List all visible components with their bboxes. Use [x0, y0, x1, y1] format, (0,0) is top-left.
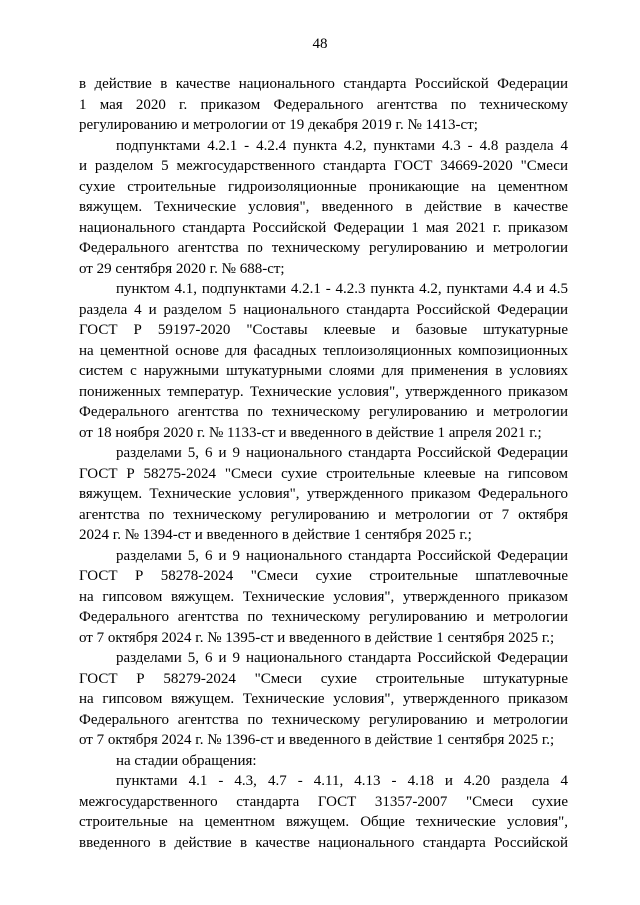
text-line: разделами 5, 6 и 9 национального стандарта Российской Федерации — [116, 547, 568, 564]
text-line: в действие в качестве национального стандарта Российской Федерации — [79, 76, 568, 92]
body-text — [79, 74, 568, 853]
text-line: разделами 5, 6 и 9 национального стандарта Российской Федерации — [116, 445, 568, 461]
text-line: ГОСТ Р 59197-2020 "Составы клеевые и базовые штукатурные — [79, 322, 568, 338]
text-line: сухие строительные гидроизоляционные проникающие на цементном — [79, 178, 568, 195]
text-line: подпунктами 4.2.1 - 4.2.4 пункта 4.2, пунктами 4.3 - 4.8 раздела 4 — [116, 137, 568, 154]
text-line: 2024 г. № 1394-ст и введенного в действие 1 сентября 2025 г.; — [79, 527, 472, 543]
text-line: регулированию и метрологии от 19 декабря 2019 г. № 1413-ст; — [79, 117, 478, 133]
text-line: систем с наружными штукатурными слоями для применения в условиях — [79, 363, 568, 379]
text-line: вяжущем. Технические условия", введенного в действие в качестве — [79, 199, 568, 215]
text-line: Федерального агентства по техническому регулированию и метрологии — [79, 609, 568, 625]
text-line: на гипсовом вяжущем. Технические условия", утвержденного приказом — [79, 691, 568, 707]
text-line: на цементной основе для фасадных теплоизоляционных композиционных — [79, 342, 568, 359]
text-line: межгосударственного стандарта ГОСТ 31357-2007 "Смеси сухие — [79, 793, 568, 810]
text-line: национального стандарта Российской Федерации 1 мая 2021 г. приказом — [79, 219, 568, 236]
text-line: и разделом 5 межгосударственного стандарта ГОСТ 34669-2020 "Смеси — [79, 158, 568, 174]
text-line: от 7 октября 2024 г. № 1396-ст и введенного в действие 1 сентября 2025 г.; — [79, 732, 555, 748]
text-line: введенного в действие в качестве национального стандарта Российской — [79, 834, 568, 851]
text-line: от 29 сентября 2020 г. № 688-ст; — [79, 260, 285, 277]
text-line: строительные на цементном вяжущем. Общие технические условия", — [79, 814, 568, 830]
text-line: на стадии обращения: — [116, 752, 257, 769]
text-line: от 18 ноября 2020 г. № 1133-ст и введенного в действие 1 апреля 2021 г.; — [79, 424, 542, 441]
text-line: ГОСТ Р 58275-2024 "Смеси сухие строительные клеевые на гипсовом — [79, 465, 568, 482]
text-line: на гипсовом вяжущем. Технические условия", утвержденного приказом — [79, 588, 568, 605]
text-line: вяжущем. Технические условия", утвержденного приказом Федерального — [79, 486, 568, 502]
text-line: Федерального агентства по техническому регулированию и метрологии — [79, 711, 568, 728]
text-line: Федерального агентства по техническому регулированию и метрологии — [79, 404, 568, 420]
text-line: 1 мая 2020 г. приказом Федерального агентства по техническому — [79, 96, 568, 113]
text-line: ГОСТ Р 58279-2024 "Смеси сухие строительные штукатурные — [79, 670, 568, 687]
page-number: 48 — [312, 36, 328, 52]
text-line: пониженных температур. Технические условия", утвержденного приказом — [79, 383, 568, 400]
text-line: Федерального агентства по техническому регулированию и метрологии — [79, 240, 568, 256]
text-line: раздела 4 и разделом 5 национального стандарта Российской Федерации — [79, 301, 568, 318]
text-line: ГОСТ Р 58278-2024 "Смеси сухие строительные шпатлевочные — [79, 568, 568, 584]
text-line: от 7 октября 2024 г. № 1395-ст и введенного в действие 1 сентября 2025 г.; — [79, 629, 555, 646]
text-line: пунктом 4.1, подпунктами 4.2.1 - 4.2.3 пункта 4.2, пунктами 4.4 и 4.5 — [116, 281, 568, 297]
text-line: пунктами 4.1 - 4.3, 4.7 - 4.11, 4.13 - 4.18 и 4.20 раздела 4 — [116, 773, 568, 789]
text-line: агентства по техническому регулированию и метрологии от 7 октября — [79, 506, 568, 523]
text-line: разделами 5, 6 и 9 национального стандарта Российской Федерации — [116, 650, 568, 666]
